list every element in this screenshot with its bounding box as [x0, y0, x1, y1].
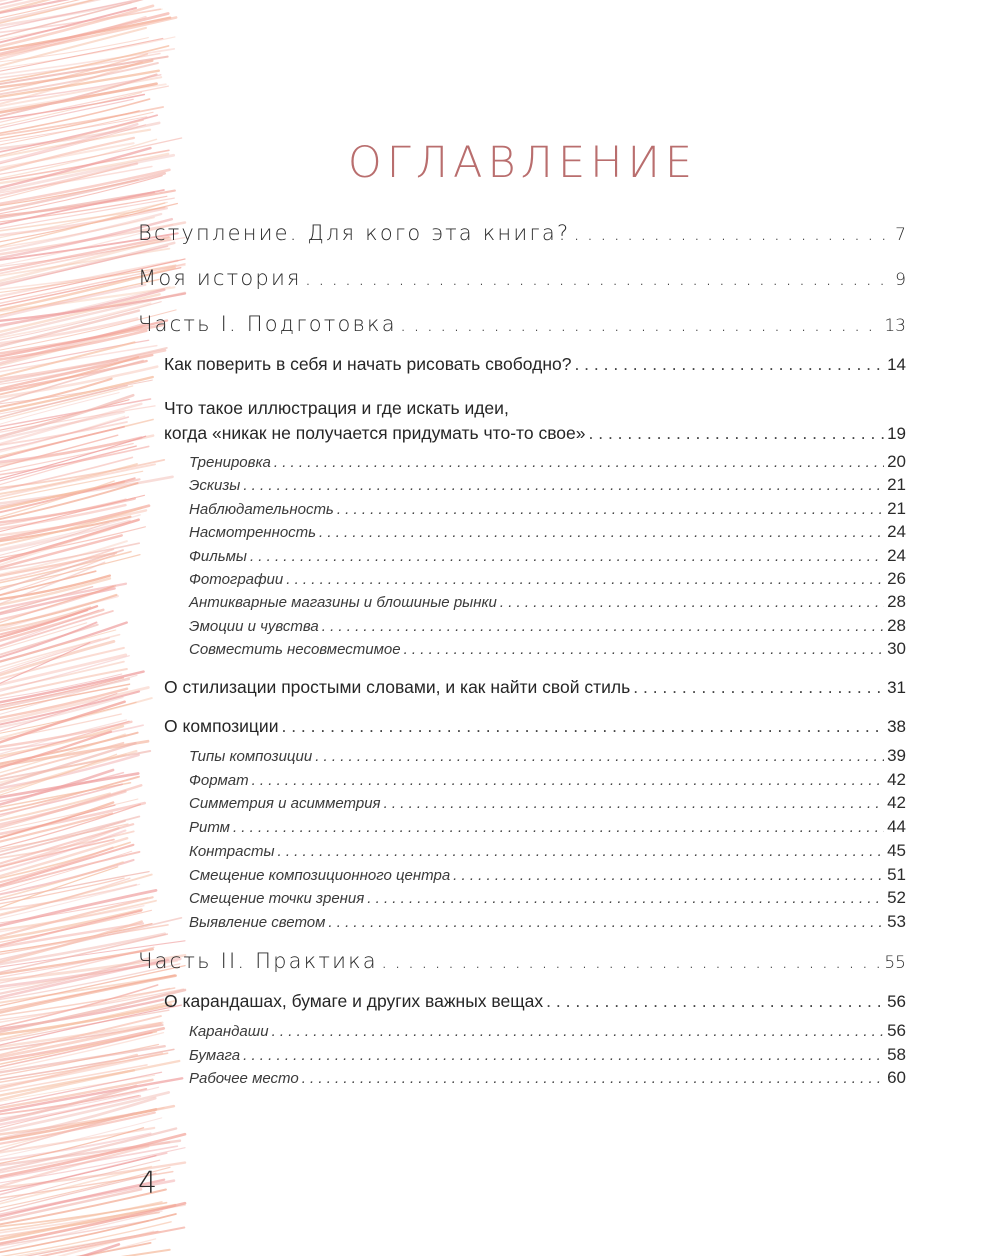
dot-leader	[319, 524, 884, 541]
toc-entry-pencils[interactable]	[164, 991, 906, 1012]
toc-entry-label: Часть I. Подготовка	[138, 312, 397, 336]
toc-entry-page: 13	[884, 316, 906, 336]
toc-subentry[interactable]	[189, 746, 906, 766]
toc-subentry[interactable]	[189, 546, 906, 566]
dot-leader	[337, 501, 884, 518]
toc-subentry[interactable]	[189, 865, 906, 885]
toc-subentry-label: Насмотренность	[189, 524, 317, 542]
toc-entry-label: О стилизации простыми словами, и как найти свой стиль	[164, 677, 631, 697]
toc-subentry[interactable]	[189, 1068, 906, 1088]
toc-subentry[interactable]	[189, 770, 906, 790]
toc-subentry-label: Фотографии	[189, 571, 284, 588]
dot-leader	[315, 748, 884, 765]
toc-entry-illustration-line1[interactable]: Что такое иллюстрация и где искать идеи,	[164, 398, 509, 418]
toc-entry-believe[interactable]	[164, 354, 906, 375]
toc-heading: ОГЛАВЛЕНИЕ	[347, 138, 698, 188]
dot-leader	[384, 795, 885, 812]
toc-subentry-label: Выявление светом	[189, 913, 326, 931]
dot-leader	[633, 677, 884, 698]
dot-leader	[589, 423, 885, 444]
toc-entry-page: 14	[887, 355, 906, 374]
dot-leader	[453, 867, 884, 884]
toc-entry-label: когда «никак не получается придумать что-то свое»	[164, 423, 586, 443]
toc-subentry-page: 52	[887, 888, 906, 908]
toc-subentry-label: Карандаши	[189, 1023, 269, 1040]
toc-entry-story[interactable]	[138, 266, 906, 290]
toc-subentry-page: 24	[887, 522, 906, 542]
toc-subentry-label: Контрасты	[189, 842, 275, 860]
toc-subentry-page: 42	[887, 793, 906, 813]
toc-entry-label: Моя история	[138, 266, 302, 290]
dot-leader	[243, 477, 884, 494]
toc-subentry-page: 44	[887, 817, 906, 837]
toc-subentry[interactable]	[189, 499, 906, 519]
toc-entry-label: О композиции	[164, 716, 279, 736]
toc-subentry[interactable]	[189, 569, 906, 589]
toc-subentry-page: 20	[887, 452, 906, 471]
dot-leader	[281, 716, 884, 737]
dot-leader	[400, 312, 882, 336]
toc-subentry-page: 53	[887, 911, 906, 931]
toc-subentry-label: Смещение точки зрения	[189, 890, 365, 908]
toc-subentry-page: 56	[887, 1021, 906, 1040]
toc-entry-label: Часть II. Практика	[138, 949, 378, 973]
toc-subentry-page: 51	[887, 864, 906, 884]
toc-subentry[interactable]	[189, 1021, 906, 1041]
toc-subentry-label: Рабочее место	[189, 1070, 299, 1087]
toc-subentry-label: Симметрия и асимметрия	[189, 795, 381, 813]
dot-leader	[367, 890, 884, 907]
toc-subentry-page: 58	[887, 1044, 906, 1064]
toc-entry-illustration[interactable]	[164, 423, 906, 444]
toc-subentry-page: 39	[887, 746, 906, 765]
toc-subentry-page: 60	[887, 1068, 906, 1087]
toc-subentry[interactable]	[189, 841, 906, 861]
toc-subentry-label: Ритм	[189, 819, 230, 837]
dot-leader	[322, 618, 884, 635]
toc-subentry-page: 30	[887, 639, 906, 659]
toc-entry-page: 31	[887, 678, 906, 697]
toc-subentry-page: 28	[887, 592, 906, 612]
dot-leader	[233, 819, 884, 836]
toc-subentry[interactable]	[189, 912, 906, 932]
dot-leader	[328, 914, 884, 931]
toc-subentry[interactable]	[189, 592, 906, 612]
toc-subentry-label: Тренировка	[189, 454, 271, 471]
dot-leader	[404, 641, 885, 658]
dot-leader	[500, 594, 884, 611]
toc-entry-intro[interactable]	[138, 221, 906, 245]
toc-subentry-page: 42	[887, 769, 906, 789]
page-number: 4	[138, 1166, 158, 1201]
toc-entry-page: 56	[887, 992, 906, 1011]
dot-leader	[573, 221, 892, 245]
toc-subentry[interactable]	[189, 817, 906, 837]
toc-entry-part1[interactable]	[138, 312, 906, 336]
toc-subentry-page: 45	[887, 840, 906, 860]
toc-subentry-label: Антикварные магазины и блошиные рынки	[189, 594, 497, 612]
toc-subentry[interactable]	[189, 616, 906, 636]
dot-leader	[546, 991, 884, 1012]
toc-subentry[interactable]	[189, 1045, 906, 1065]
toc-entry-composition[interactable]	[164, 716, 906, 737]
toc-subentry-label: Совместить несовместимое	[189, 641, 401, 659]
toc-subentry-label: Формат	[189, 771, 249, 789]
dot-leader	[274, 454, 884, 471]
toc-subentry[interactable]	[189, 888, 906, 908]
toc-subentry-page: 21	[887, 498, 906, 518]
dot-leader	[272, 1023, 885, 1040]
toc-entry-page: 19	[887, 424, 906, 443]
dot-leader	[277, 843, 884, 860]
toc-subentry-page: 21	[887, 475, 906, 495]
dot-leader	[286, 571, 884, 588]
toc-entry-page: 55	[884, 953, 906, 973]
dot-leader	[302, 1070, 884, 1087]
toc-subentry-label: Фильмы	[189, 547, 247, 565]
dot-leader	[243, 1047, 884, 1064]
toc-subentry-label: Эмоции и чувства	[189, 617, 319, 635]
dot-leader	[252, 772, 885, 789]
toc-subentry-label: Бумага	[189, 1046, 241, 1064]
dot-leader	[305, 266, 893, 290]
toc-subentry[interactable]	[189, 639, 906, 659]
toc-entry-label: Как поверить в себя и начать рисовать свободно?	[164, 354, 572, 374]
toc-entry-page: 38	[887, 717, 906, 736]
toc-subentry[interactable]	[189, 793, 906, 813]
toc-subentry-label: Типы композиции	[189, 748, 313, 765]
toc-entry-label: Вступление. Для кого эта книга?	[138, 221, 571, 245]
dot-leader	[574, 354, 884, 375]
toc-subentry-page: 24	[887, 545, 906, 565]
dot-leader	[381, 949, 881, 973]
toc-subentry-label: Наблюдательность	[189, 500, 334, 518]
toc-subentry-page: 26	[887, 569, 906, 588]
toc-subentry-label: Смещение композиционного центра	[189, 866, 451, 884]
toc-entry-page: 9	[895, 270, 906, 290]
toc-subentry-page: 28	[887, 615, 906, 635]
toc-subentry[interactable]	[189, 522, 906, 542]
toc-subentry-label: Эскизы	[189, 477, 241, 495]
toc-subentry[interactable]	[189, 475, 906, 495]
dot-leader	[250, 548, 884, 565]
toc-entry-part2[interactable]	[138, 949, 906, 973]
toc-entry-page: 7	[895, 225, 906, 245]
toc-entry-style[interactable]	[164, 677, 906, 698]
toc-entry-label: О карандашах, бумаге и других важных вещах	[164, 991, 544, 1011]
toc-subentry[interactable]	[189, 452, 906, 472]
